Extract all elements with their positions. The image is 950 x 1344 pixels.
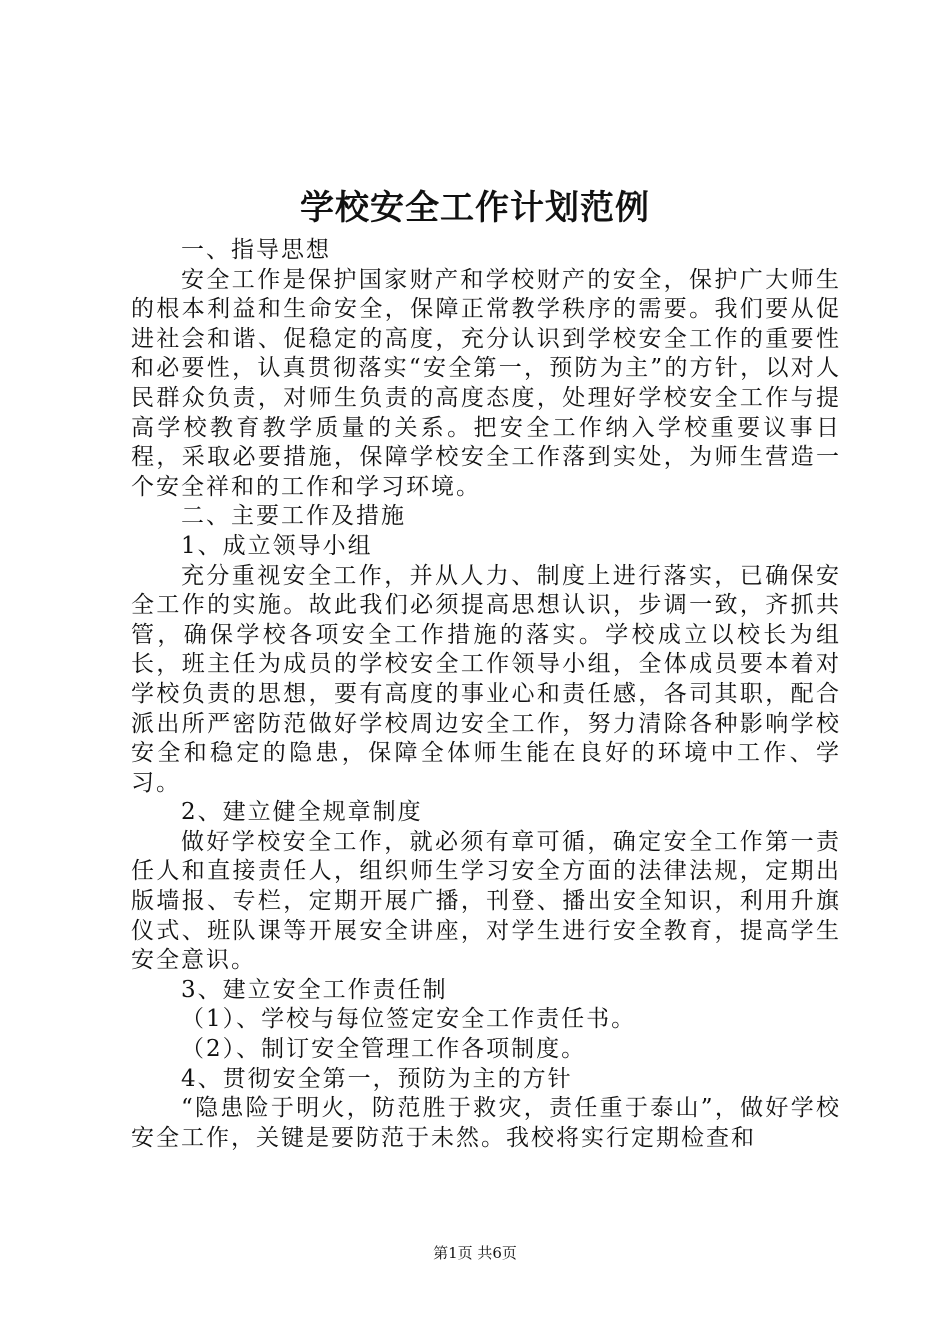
page-title: 学校安全工作计划范例 [300,188,650,228]
subsection-heading: 1、成立领导小组 [181,532,373,559]
paragraph: 充分重视安全工作，并从人力、制度上进行落实，已确保安全工作的实施。故此我们必须提高思想认识，步调一致，齐抓共管，确保学校各项安全工作措施的落实。学校成立以校长为组长，班主任为成员的学校安全工作领导小组，全体成员要本着对学校负责的思想，要有高度的事业心和责任感，各司其职，配合派出所严密防范做好学校周边安全工作，努力清除各种影响学校安全和稳定的隐患，保障全体师生能在良好的环境中工作、学习。 [131,562,841,796]
paragraph: “隐患险于明火，防范胜于救灾，责任重于泰山”，做好学校安全工作，关键是要防范于未然。我校将实行定期检查和 [131,1095,841,1151]
list-item: （2）、制订安全管理工作各项制度。 [181,1036,587,1063]
subsection-heading: 2、建立健全规章制度 [181,799,423,826]
document-body [131,236,841,1153]
subsection-heading: 3、建立安全工作责任制 [181,976,448,1003]
paragraph: 做好学校安全工作，就必须有章可循，确定安全工作第一责任人和直接责任人，组织师生学习安全方面的法律法规，定期出版墙报、专栏，定期开展广播，刊登、播出安全知识，利用升旗仪式、班队课等开展安全讲座，对学生进行安全教育，提高学生安全意识。 [131,828,841,974]
subsection-heading: 4、贯彻安全第一，预防为主的方针 [181,1065,573,1092]
list-item: （1）、学校与每位签定安全工作责任书。 [181,1006,637,1033]
section-heading: 一、指导思想 [181,237,331,263]
paragraph: 安全工作是保护国家财产和学校财产的安全，保护广大师生的根本利益和生命安全，保障正常教学秩序的需要。我们要从促进社会和谐、促稳定的高度，充分认识到学校安全工作的重要性和必要性，认真贯彻落实“安全第一，预防为主”的方针，以对人民群众负责，对师生负责的高度态度，处理好学校安全工作与提高学校教育教学质量的关系。把安全工作纳入学校重要议事日程，采取必要措施，保障学校安全工作落到实处，为师生营造一个安全祥和的工作和学习环境。 [131,266,841,500]
page-footer: 第1页 共6页 [433,1244,517,1262]
section-heading: 二、主要工作及措施 [181,503,406,530]
